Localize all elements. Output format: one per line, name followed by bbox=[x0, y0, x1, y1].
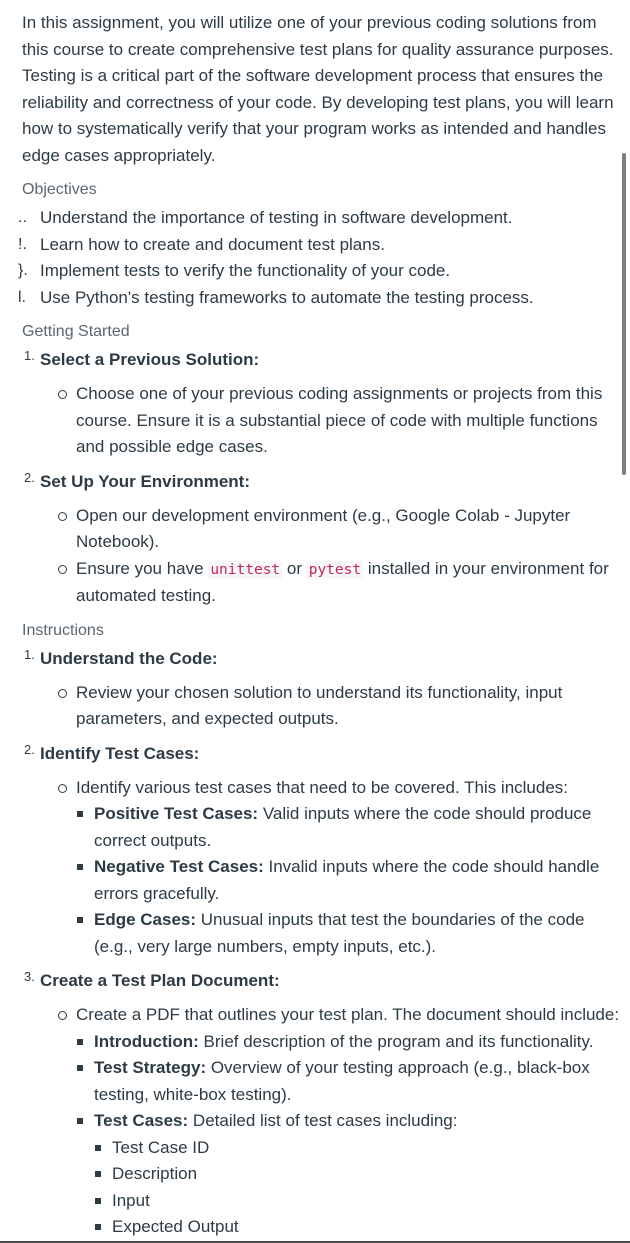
step-title: Select a Previous Solution: bbox=[40, 350, 260, 369]
bullet-item: Open our development environment (e.g., Google Colab - Jupyter Notebook). bbox=[58, 503, 622, 556]
intro-paragraph: In this assignment, you will utilize one of your previous coding solutions from this course to create comprehensive test plans for quality assurance purposes. Testing is a critical part of the software development process that ensures the reliability and correctness of your code. By developing test plans, you will learn how to systematically verify that your program works as intended and handles edge cases appropriately. bbox=[22, 13, 614, 165]
objectives-list bbox=[18, 205, 622, 311]
step-title: Understand the Code: bbox=[40, 648, 218, 668]
plan-section-item: Test Strategy: Overview of your testing approach (e.g., black-box testing, white-box testing). bbox=[76, 1055, 622, 1108]
plan-section-item: Introduction: Brief description of the program and its functionality. bbox=[76, 1029, 622, 1056]
step-bullets bbox=[40, 503, 622, 610]
bullet-item: Choose one of your previous coding assignments or projects from this course. Ensure it is a substantial piece of code with multiple functions and possible edge cases. bbox=[58, 381, 622, 461]
bullet-item: Review your chosen solution to understand its functionality, input parameters, and expected outputs. bbox=[58, 680, 622, 733]
bullet-item: Ensure you have unittest or pytest installed in your environment for automated testing. bbox=[58, 556, 622, 610]
test-type-item: Negative Test Cases: Invalid inputs where the code should handle errors gracefully. bbox=[76, 854, 622, 907]
objective-item: }. Implement tests to verify the functionality of your code. bbox=[22, 258, 622, 285]
test-case-field: Test Case ID bbox=[94, 1135, 622, 1162]
instruction-steps bbox=[22, 646, 622, 1241]
step-item bbox=[22, 968, 622, 1241]
test-case-types bbox=[76, 801, 622, 960]
objectives-heading: Objectives bbox=[22, 181, 97, 198]
test-case-field: Expected Output bbox=[94, 1214, 622, 1241]
code-pytest: pytest bbox=[308, 561, 362, 578]
objective-item: !. Learn how to create and document test plans. bbox=[22, 232, 622, 259]
step-item bbox=[22, 741, 622, 961]
bullet-item: Create a PDF that outlines your test plan. The document should include: Introduction: Brief description of the program and its functionality. Test Strategy: Overview of your testing approach (e.g., black-box testing, white-box testing). Test Cases: Detailed list of test cases including: Test Case ID Description Input Expected Output bbox=[58, 1002, 622, 1241]
step-item bbox=[22, 347, 622, 461]
objective-item: .. Understand the importance of testing in software development. bbox=[22, 205, 622, 232]
step-bullets bbox=[40, 381, 622, 461]
step-number: 1. bbox=[24, 348, 35, 363]
test-type-item: Edge Cases: Unusual inputs that test the boundaries of the code (e.g., very large numbers, empty inputs, etc.). bbox=[76, 907, 622, 960]
objective-number: }. bbox=[18, 262, 28, 279]
step-number: 1. bbox=[24, 646, 35, 662]
test-case-fields bbox=[94, 1135, 622, 1241]
test-case-field: Input bbox=[94, 1188, 622, 1215]
plan-section-item: Test Cases: Detailed list of test cases including: Test Case ID Description Input Expected Output bbox=[76, 1108, 622, 1241]
getting-started-steps bbox=[22, 347, 622, 610]
step-bullets bbox=[40, 1002, 622, 1241]
step-bullets bbox=[40, 680, 622, 733]
test-plan-sections bbox=[76, 1029, 622, 1241]
instructions-heading: Instructions bbox=[22, 621, 104, 639]
step-item bbox=[22, 646, 622, 733]
test-case-field: Description bbox=[94, 1161, 622, 1188]
step-title: Create a Test Plan Document: bbox=[40, 971, 280, 990]
step-number: 3. bbox=[24, 969, 35, 984]
scrollbar[interactable] bbox=[622, 153, 626, 475]
code-unittest: unittest bbox=[210, 561, 281, 578]
step-bullets bbox=[40, 775, 622, 961]
step-item bbox=[22, 469, 622, 610]
step-title: Identify Test Cases: bbox=[40, 743, 200, 763]
getting-started-heading: Getting Started bbox=[22, 323, 130, 340]
bullet-item: Identify various test cases that need to be covered. This includes: Positive Test Cases: Valid inputs where the code should produce correct outputs. Negative Test Cases: Invalid inputs where the code should handle errors gracefully. Edge Cases: Unusual inputs that test the boundaries of the code (e.g., very large numbers, empty inputs, etc.). bbox=[58, 775, 622, 961]
step-number: 2. bbox=[24, 469, 35, 485]
objective-item: l. Use Python's testing frameworks to automate the testing process. bbox=[22, 285, 622, 312]
objective-number: !. bbox=[18, 235, 27, 253]
test-type-item: Positive Test Cases: Valid inputs where the code should produce correct outputs. bbox=[76, 801, 622, 854]
step-number: 2. bbox=[24, 741, 35, 757]
step-title: Set Up Your Environment: bbox=[40, 471, 251, 491]
objective-number: l. bbox=[18, 288, 26, 306]
objective-number: .. bbox=[18, 209, 27, 226]
